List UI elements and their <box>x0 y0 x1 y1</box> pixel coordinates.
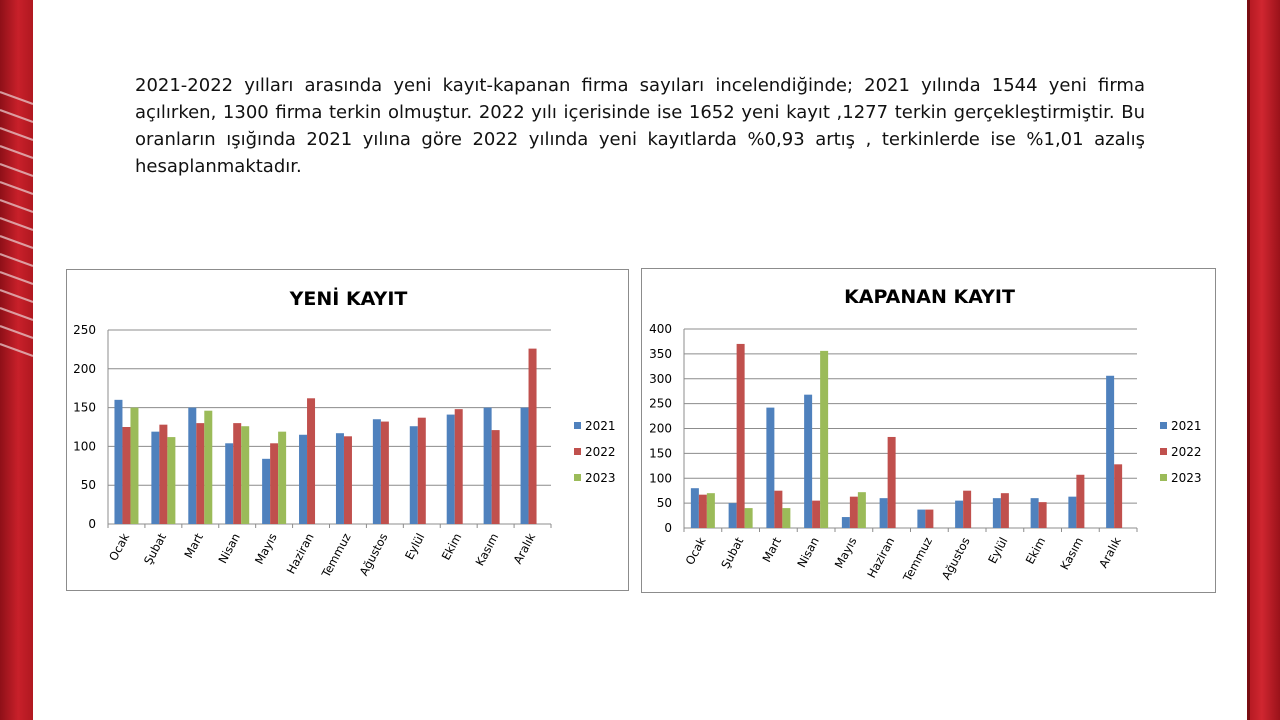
bar-2023 <box>130 408 138 524</box>
left-decorative-border <box>0 0 33 720</box>
y-tick-label: 250 <box>649 396 672 411</box>
category-label: Kasım <box>1057 534 1087 573</box>
yeni-kayit-chart-svg <box>67 270 630 592</box>
category-label: Şubat <box>140 530 170 567</box>
category-label: Temmuz <box>900 534 936 584</box>
category-label: Kasım <box>472 530 502 569</box>
y-tick-label: 100 <box>73 439 96 454</box>
bar-2021 <box>225 443 233 524</box>
category-label: Ocak <box>106 530 133 564</box>
bar-2022 <box>774 491 782 528</box>
bar-2022 <box>122 427 130 524</box>
category-label: Mayıs <box>251 530 280 567</box>
bar-2023 <box>167 437 175 524</box>
category-label: Aralık <box>510 530 539 567</box>
bar-2022 <box>270 443 278 524</box>
bar-2021 <box>262 459 270 524</box>
category-label: Ekim <box>438 530 465 563</box>
bar-2022 <box>850 497 858 528</box>
bar-2021 <box>373 419 381 524</box>
legend-swatch-2022 <box>574 448 581 455</box>
category-label: Ekim <box>1022 534 1049 567</box>
bar-2022 <box>418 418 426 524</box>
bar-2021 <box>766 408 774 528</box>
category-label: Şubat <box>718 534 747 571</box>
bar-2022 <box>1001 493 1009 528</box>
legend-label: 2021 <box>1171 419 1202 433</box>
category-label: Mart <box>181 530 206 561</box>
category-label: Aralık <box>1096 534 1124 571</box>
category-label: Temmuz <box>318 530 354 580</box>
bar-2023 <box>204 411 212 524</box>
bar-2021 <box>1106 376 1114 528</box>
y-tick-label: 200 <box>73 361 96 376</box>
bar-2021 <box>917 510 925 528</box>
bar-2021 <box>114 400 122 524</box>
legend-label: 2023 <box>585 471 616 485</box>
bar-2022 <box>455 409 463 524</box>
legend-swatch-2023 <box>574 474 581 481</box>
category-label: Ağustos <box>356 530 391 579</box>
bar-2022 <box>159 425 167 524</box>
y-tick-label: 50 <box>656 496 672 511</box>
legend-label: 2021 <box>585 419 616 433</box>
y-tick-label: 200 <box>649 421 672 436</box>
bar-2022 <box>529 349 537 524</box>
bar-2021 <box>188 408 196 524</box>
bar-2021 <box>842 517 850 528</box>
bar-2022 <box>699 495 707 528</box>
legend-swatch-2023 <box>1160 474 1167 481</box>
bar-2021 <box>729 503 737 528</box>
legend-label: 2022 <box>1171 445 1202 459</box>
y-tick-label: 0 <box>88 517 96 531</box>
bar-2023 <box>820 351 828 528</box>
right-decorative-border <box>1247 0 1280 720</box>
bar-2022 <box>888 437 896 528</box>
yeni-kayit-chart <box>66 269 629 591</box>
bar-2021 <box>804 395 812 528</box>
bar-2023 <box>241 426 249 524</box>
bar-2021 <box>1068 497 1076 528</box>
bar-2022 <box>963 491 971 528</box>
bar-2021 <box>955 501 963 528</box>
legend-swatch-2021 <box>574 422 581 429</box>
category-label: Haziran <box>283 530 317 577</box>
chart-title: YENİ KAYIT <box>289 288 408 310</box>
bar-2021 <box>521 408 529 524</box>
bar-2021 <box>410 426 418 524</box>
bar-2022 <box>492 430 500 524</box>
bar-2021 <box>691 488 699 528</box>
category-label: Nisan <box>794 534 822 570</box>
chart-title: KAPANAN KAYIT <box>844 286 1015 308</box>
y-tick-label: 250 <box>73 323 96 337</box>
bar-2023 <box>707 493 715 528</box>
y-tick-label: 50 <box>80 478 96 493</box>
bar-2022 <box>233 423 241 524</box>
legend-label: 2022 <box>585 445 616 459</box>
bar-2021 <box>336 433 344 524</box>
bar-2022 <box>1076 475 1084 528</box>
kapanan-kayit-chart <box>641 268 1216 593</box>
bar-2023 <box>782 508 790 528</box>
y-tick-label: 300 <box>649 371 672 386</box>
bar-2022 <box>925 510 933 528</box>
category-label: Ağustos <box>938 534 973 583</box>
bar-2021 <box>151 432 159 524</box>
y-tick-label: 150 <box>73 400 96 415</box>
category-label: Ocak <box>682 534 709 568</box>
left-border-stripes <box>0 0 33 720</box>
category-label: Nisan <box>215 530 243 566</box>
bar-2021 <box>447 415 455 524</box>
intro-paragraph: 2021-2022 yılları arasında yeni kayıt-kapanan firma sayıları incelendiğinde; 2021 yılında 1544 yeni firma açılırken, 1300 firma terkin olmuştur. 2022 yılı içerisinde ise 1652 yeni kayıt ,1277 terkin gerçekleştirmiştir. Bu oranların ışığında 2021 yılına göre 2022 yılında yeni kayıtlarda %0,93 artış , terkinlerde ise %1,01 azalış hesaplanmaktadır. <box>135 75 1145 177</box>
legend-swatch-2022 <box>1160 448 1167 455</box>
bar-2023 <box>745 508 753 528</box>
y-tick-label: 100 <box>649 471 672 486</box>
bar-2023 <box>278 432 286 524</box>
y-tick-label: 150 <box>649 446 672 461</box>
bar-2021 <box>484 408 492 524</box>
bar-2021 <box>880 498 888 528</box>
category-label: Eylül <box>402 530 428 562</box>
y-tick-label: 400 <box>649 322 672 336</box>
legend-label: 2023 <box>1171 471 1202 485</box>
y-tick-label: 0 <box>664 521 672 535</box>
bar-2021 <box>299 435 307 524</box>
legend-swatch-2021 <box>1160 422 1167 429</box>
bar-2022 <box>344 436 352 524</box>
bar-2021 <box>1031 498 1039 528</box>
category-label: Mayıs <box>831 534 860 571</box>
bar-2022 <box>812 501 820 528</box>
kapanan-kayit-chart-svg <box>642 269 1217 594</box>
bar-2022 <box>737 344 745 528</box>
category-label: Mart <box>759 534 785 565</box>
bar-2022 <box>196 423 204 524</box>
bar-2022 <box>1114 464 1122 528</box>
category-label: Eylül <box>985 534 1011 566</box>
bar-2022 <box>307 398 315 524</box>
y-tick-label: 350 <box>649 346 672 361</box>
bar-2022 <box>1039 502 1047 528</box>
bar-2022 <box>381 422 389 524</box>
bar-2023 <box>858 492 866 528</box>
bar-2021 <box>993 498 1001 528</box>
category-label: Haziran <box>864 534 898 581</box>
